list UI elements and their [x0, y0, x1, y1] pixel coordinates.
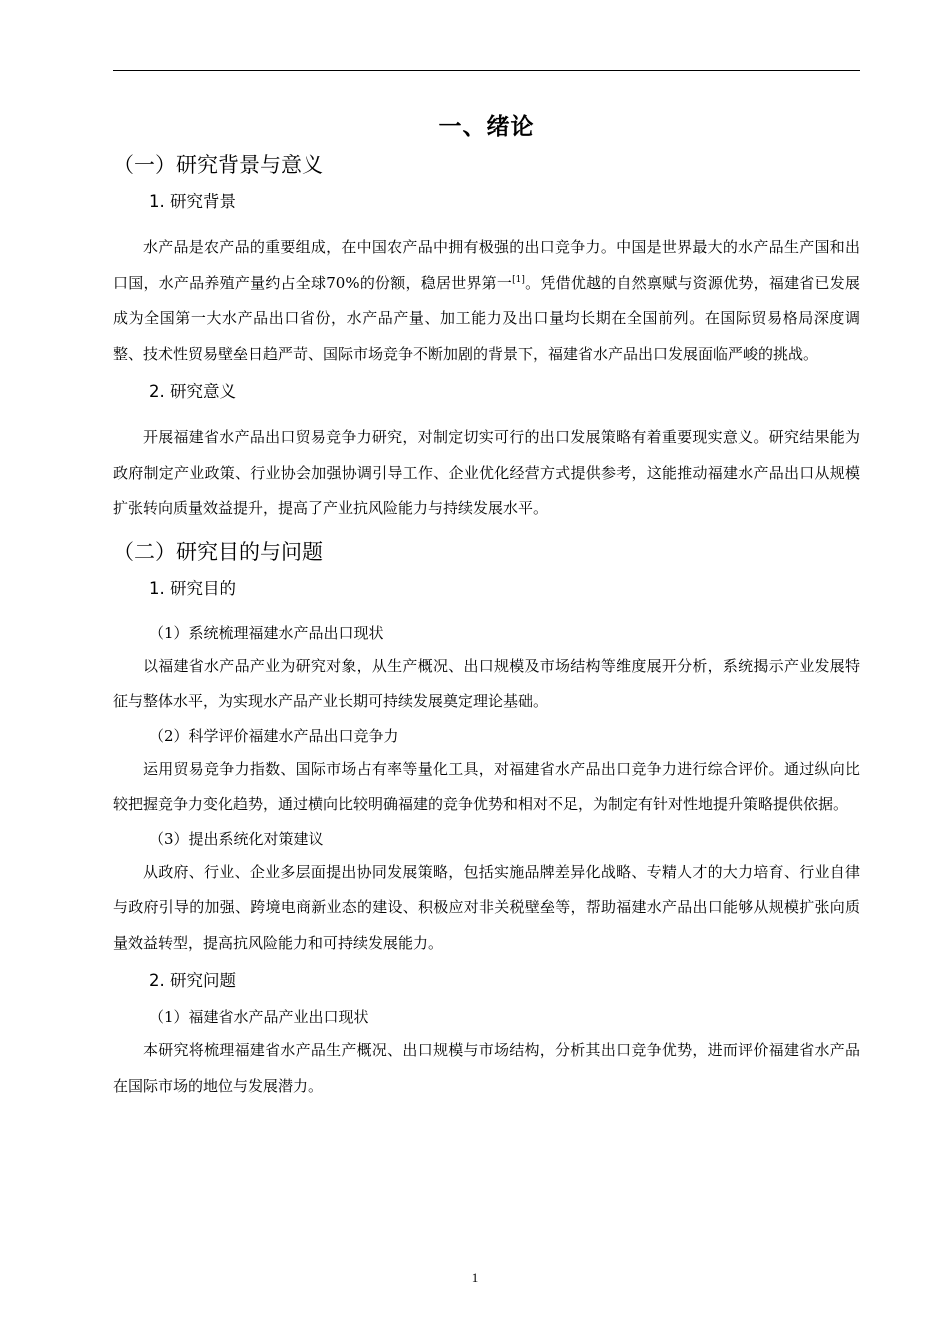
- document-page: [113, 100, 860, 1104]
- paragraph-purpose-1: 以福建省水产品产业为研究对象，从生产概况、出口规模及市场结构等维度展开分析，系统揭示产业发展特征与整体水平，为实现水产品产业长期可持续发展奠定理论基础。: [113, 656, 860, 710]
- citation-ref[interactable]: [1]: [512, 274, 525, 285]
- paragraph-purpose-3: 从政府、行业、企业多层面提出协同发展策略，包括实施品牌差异化战略、专精人才的大力培育、行业自律与政府引导的加强、跨境电商新业态的建设、积极应对非关税壁垒等，帮助福建水产品出口能够从规模扩张向质量效益转型，提高抗风险能力和可持续发展能力。: [113, 862, 860, 952]
- subsection-heading-questions: 2. 研究问题: [149, 971, 236, 990]
- item-heading-purpose-1: （1）系统梳理福建水产品出口现状: [149, 623, 384, 642]
- item-heading-purpose-3: （3）提出系统化对策建议: [149, 829, 324, 848]
- subsection-heading-significance: 2. 研究意义: [149, 382, 236, 401]
- header-rule: [113, 70, 860, 71]
- section-heading-objectives: （二）研究目的与问题: [113, 539, 323, 564]
- paragraph-significance: 开展福建省水产品出口贸易竞争力研究，对制定切实可行的出口发展策略有着重要现实意义。研究结果能为政府制定产业政策、行业协会加强协调引导工作、企业优化经营方式提供参考，这能推动福建水产品出口从规模扩张转向质量效益提升，提高了产业抗风险能力与持续发展水平。: [113, 428, 860, 517]
- page-number: 1: [471, 1270, 479, 1285]
- paragraph-question-1: 本研究将梳理福建省水产品生产概况、出口规模与市场结构，分析其出口竞争优势，进而评价福建省水产品在国际市场的地位与发展潜力。: [113, 1041, 860, 1095]
- section-heading-background: （一）研究背景与意义: [113, 153, 323, 177]
- paragraph-background: 水产品是农产品的重要组成，在中国农产品中拥有极强的出口竞争力。中国是世界最大的水产品生产国和出口国，水产品养殖产量约占全球70%的份额，稳居世界第一[1]。凭借优越的自然禀赋与资源优势，福建省已发展成为全国第一大水产品出口省份，水产品产量、加工能力及出口量均长期在全国前列。在国际贸易格局深度调整、技术性贸易壁垒日趋严苛、国际市场竞争不断加剧的背景下，福建省水产品出口发展面临严峻的挑战。: [113, 238, 860, 363]
- paragraph-purpose-2: 运用贸易竞争力指数、国际市场占有率等量化工具，对福建省水产品出口竞争力进行综合评价。通过纵向比较把握竞争力变化趋势，通过横向比较明确福建的竞争优势和相对不足，为制定有针对性地提升策略提供依据。: [113, 759, 860, 813]
- subsection-heading-purpose: 1. 研究目的: [149, 578, 236, 598]
- item-heading-purpose-2: （2）科学评价福建水产品出口竞争力: [149, 726, 399, 745]
- chapter-title: 一、绪论: [438, 114, 535, 140]
- item-heading-question-1: （1）福建省水产品产业出口现状: [149, 1008, 369, 1026]
- subsection-heading-background: 1. 研究背景: [149, 192, 236, 211]
